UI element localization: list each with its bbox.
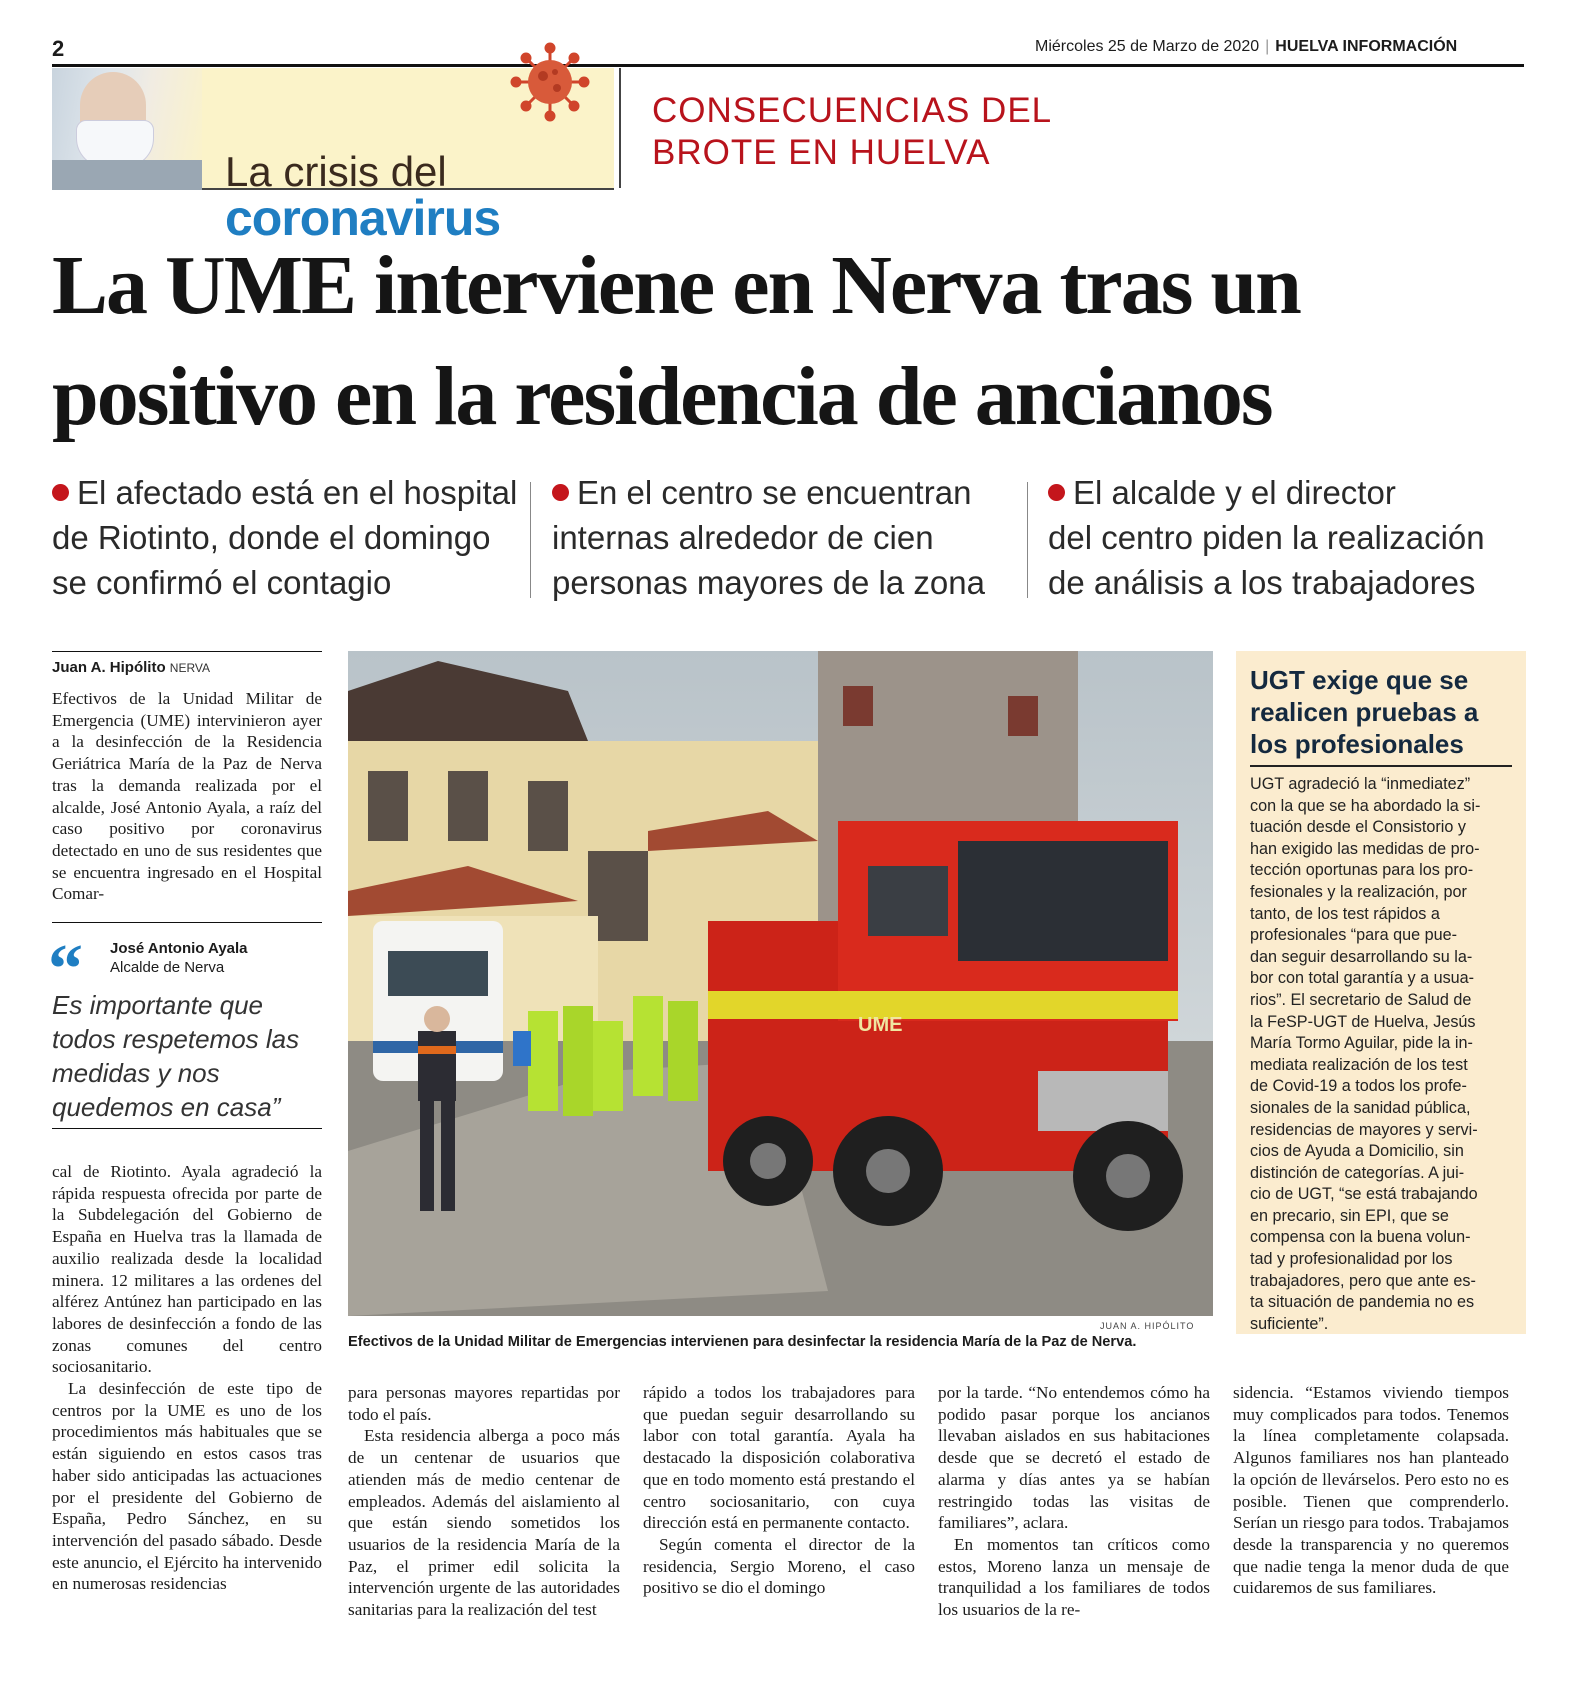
quote-author: José Antonio Ayala <box>110 940 248 957</box>
article-paragraph: para personas mayores repartidas por todo el país. <box>348 1383 620 1424</box>
subhead-2-line3: personas mayores de la zona <box>552 564 985 601</box>
sidebar-text-line: residencias de mayores y servi- <box>1250 1120 1478 1139</box>
quote-rule <box>52 922 322 923</box>
sidebar-text-line: UGT agradeció la “inmediatez” <box>1250 775 1471 793</box>
photo-credit: JUAN A. HIPÓLITO <box>1100 1321 1195 1331</box>
subhead-2-line2: internas alrededor de cien <box>552 519 934 556</box>
sidebar-title-line: realicen pruebas a <box>1250 697 1479 727</box>
headline-line1: La UME interviene en Nerva tras un <box>52 239 1300 332</box>
subhead-divider <box>1027 482 1028 598</box>
article-paragraph: sidencia. “Estamos viviendo tiempos muy complicados para todos. Tenemos la línea completamente colapsada. Algunos familiares nos han planteado la opción de llevárselos. Pero esto no es posible. Tienen que comprenderlo. Serían un riesgo para todos. Trabajamos desde la transparencia y no queremos que nadie tenga la menor duda de que cuidaremos de sus familiares. <box>1233 1383 1509 1598</box>
topic-line2: BROTE EN HUELVA <box>652 133 991 172</box>
virus-icon <box>510 42 590 122</box>
article-column-4 <box>938 1382 1210 1621</box>
article-column-1-bottom <box>52 1161 322 1595</box>
sidebar-text-line: trabajadores, pero que ante es- <box>1250 1271 1476 1290</box>
article-column-2 <box>348 1382 620 1621</box>
article-paragraph: Efectivos de la Unidad Militar de Emergencia (UME) intervinieron ayer a la desinfección de la Residencia Geriátrica María de la Paz de Nerva tras la demanda realizada por el alcalde, José Antonio Ayala, a raíz del caso positivo por coronavirus detectado en uno de sus residentes que se encuentra ingresado en el Hospital Comar- <box>52 689 322 904</box>
masked-person-image <box>52 68 202 188</box>
article-paragraph: cal de Riotinto. Ayala agradeció la rápida respuesta ofrecida por parte de la Subdelegación del Gobierno de España en Huelva tras la llamada de auxilio realizada desde la localidad minera. 12 militares a las ordenes del alférez Antúnez han participado en las labores de desinfección a fondo de las zonas comunes del centro sociosanitario. <box>52 1162 322 1377</box>
article-paragraph: rápido a todos los trabajadores para que puedan seguir desarrollando su labor con total garantía. Ayala ha destacado la disposición colaborativa que en todo momento está prestando el centro sociosanitario, con cuya dirección está en permanente contacto. <box>643 1383 915 1533</box>
sidebar-text-line: profesionales “para que pue- <box>1250 926 1457 945</box>
sidebar-text-line: la FeSP-UGT de Huelva, Jesús <box>1250 1012 1476 1031</box>
sidebar-text-line: han exigido las medidas de pro- <box>1250 839 1480 858</box>
sidebar-text-line: tuación desde el Consistorio y <box>1250 818 1466 837</box>
article-column-1-top <box>52 688 322 905</box>
byline-author: Juan A. Hipólito <box>52 659 166 676</box>
section-title-line1: La crisis del <box>225 148 447 195</box>
subhead-3-line1: El alcalde y el director <box>1073 474 1396 511</box>
quote-mark-icon: “ <box>48 931 83 1008</box>
sidebar-text-line: tanto, de los test rápidos a <box>1250 904 1440 923</box>
article-paragraph: por la tarde. “No entendemos cómo ha podido pasar porque los ancianos llevaban aislados en sus habitaciones desde que se decretó el estado de alarma y días antes ya se habían restringido todas las visitas de familiares”, aclara. <box>938 1383 1210 1533</box>
sidebar-text-line: con la que se ha abordado la si- <box>1250 796 1481 815</box>
bullet-dot <box>52 484 69 501</box>
sidebar-title <box>1250 664 1518 760</box>
bullet-dot <box>1048 484 1065 501</box>
quote-role: Alcalde de Nerva <box>110 959 225 976</box>
header-separator: | <box>1265 38 1270 55</box>
topic-line1: CONSECUENCIAS DEL <box>652 91 1053 130</box>
sidebar-text-line: bor con total garantía y a usua- <box>1250 969 1475 988</box>
sidebar-text-line: en precario, sin EPI, que se <box>1250 1206 1449 1225</box>
subhead-1 <box>52 470 522 605</box>
newspaper-name: HUELVA INFORMACIÓN <box>1275 38 1458 55</box>
byline-rule <box>52 651 322 652</box>
article-column-5 <box>1233 1382 1509 1599</box>
section-title-line2: coronavirus <box>225 190 501 246</box>
sidebar-text-line: fesionales y la realización, por <box>1250 882 1467 901</box>
sidebar-title-line: UGT exige que se <box>1250 665 1469 695</box>
sidebar-text-line: suficiente”. <box>1250 1314 1329 1333</box>
article-paragraph: En momentos tan críticos como estos, Moreno lanza un mensaje de tranquilidad a los familiares de todos los usuarios de la re- <box>938 1534 1210 1620</box>
sidebar-text-line: tección oportunas para los pro- <box>1250 861 1474 880</box>
subhead-2 <box>552 470 1002 605</box>
subhead-2-line1: En el centro se encuentran <box>577 474 972 511</box>
header-rule <box>52 64 1524 67</box>
article-paragraph: La desinfección de este tipo de centros por la UME es uno de los procedimientos más habituales que se están siguiendo en estos casos tras haber sido anticipadas las actuaciones por el presidente del Gobierno de España, Pedro Sánchez, en su intervención del pasado sábado. Desde este anuncio, el Ejército ha intervenido en numerosas residencias <box>52 1379 322 1594</box>
photo-caption: Efectivos de la Unidad Militar de Emergencias intervienen para desinfectar la residencia María de la Paz de Nerva. <box>348 1334 1137 1350</box>
sidebar-text-line: ta situación de pandemia no es <box>1250 1293 1475 1312</box>
sidebar-text-line: mediata realización de los test <box>1250 1055 1468 1074</box>
sidebar-title-line: los profesionales <box>1250 729 1464 759</box>
sidebar-text-line: María Tormo Aguilar, pide la in- <box>1250 1034 1473 1053</box>
subhead-3-line2: del centro piden la realización <box>1048 519 1485 556</box>
sidebar-text-line: dan seguir desarrollando su la- <box>1250 947 1473 966</box>
date-line <box>1035 38 1457 56</box>
subhead-3-line3: de análisis a los trabajadores <box>1048 564 1476 601</box>
sidebar-text-line: compensa con la buena volun- <box>1250 1228 1471 1247</box>
sidebar-text-line: cio de UGT, “se está trabajando <box>1250 1185 1478 1204</box>
article-paragraph: Esta residencia alberga a poco más de un centenar de usuarios que atienden más de medio centenar de empleados. Además del aislamiento al que están siendo sometidos los usuarios de la residencia María de la Paz, el primer edil solicita la intervención urgente de las autoridades sanitarias para la realización del test <box>348 1426 620 1620</box>
subhead-1-line3: se confirmó el contagio <box>52 564 392 601</box>
sidebar-text-line: distinción de categorías. A jui- <box>1250 1163 1465 1182</box>
byline-location: NERVA <box>169 661 211 675</box>
issue-date: Miércoles 25 de Marzo de 2020 <box>1035 38 1260 55</box>
sidebar-text-line: de Covid-19 a todos los profe- <box>1250 1077 1467 1096</box>
sidebar-text-line: rios”. El secretario de Salud de <box>1250 990 1472 1009</box>
sidebar-rule <box>1250 765 1512 767</box>
sidebar-text-line: cios de Ayuda a Domicilio, sin <box>1250 1142 1464 1161</box>
section-divider <box>619 68 621 188</box>
subhead-3 <box>1048 470 1518 605</box>
byline <box>52 659 210 676</box>
pull-quote: Es importante que todos respetemos las medidas y nos quedemos en casa” <box>52 990 300 1122</box>
subhead-divider <box>530 482 531 598</box>
quote-rule <box>52 1128 322 1129</box>
sidebar-text <box>1250 774 1512 1335</box>
truck-logo: UME <box>858 1014 903 1036</box>
article-column-3 <box>643 1382 915 1599</box>
bullet-dot <box>552 484 569 501</box>
topic-label <box>652 90 1052 174</box>
article-paragraph: Según comenta el director de la residencia, Sergio Moreno, el caso positivo se dio el domingo <box>643 1534 915 1598</box>
news-photo <box>348 651 1213 1316</box>
headline <box>52 230 1532 452</box>
subhead-1-line2: de Riotinto, donde el domingo <box>52 519 491 556</box>
sidebar-text-line: tad y profesionalidad por los <box>1250 1250 1453 1269</box>
sidebar-text-line: sionales de la sanidad pública, <box>1250 1098 1471 1117</box>
headline-line2: positivo en la residencia de ancianos <box>52 350 1272 443</box>
subhead-1-line1: El afectado está en el hospital <box>77 474 518 511</box>
page-number: 2 <box>52 36 65 61</box>
